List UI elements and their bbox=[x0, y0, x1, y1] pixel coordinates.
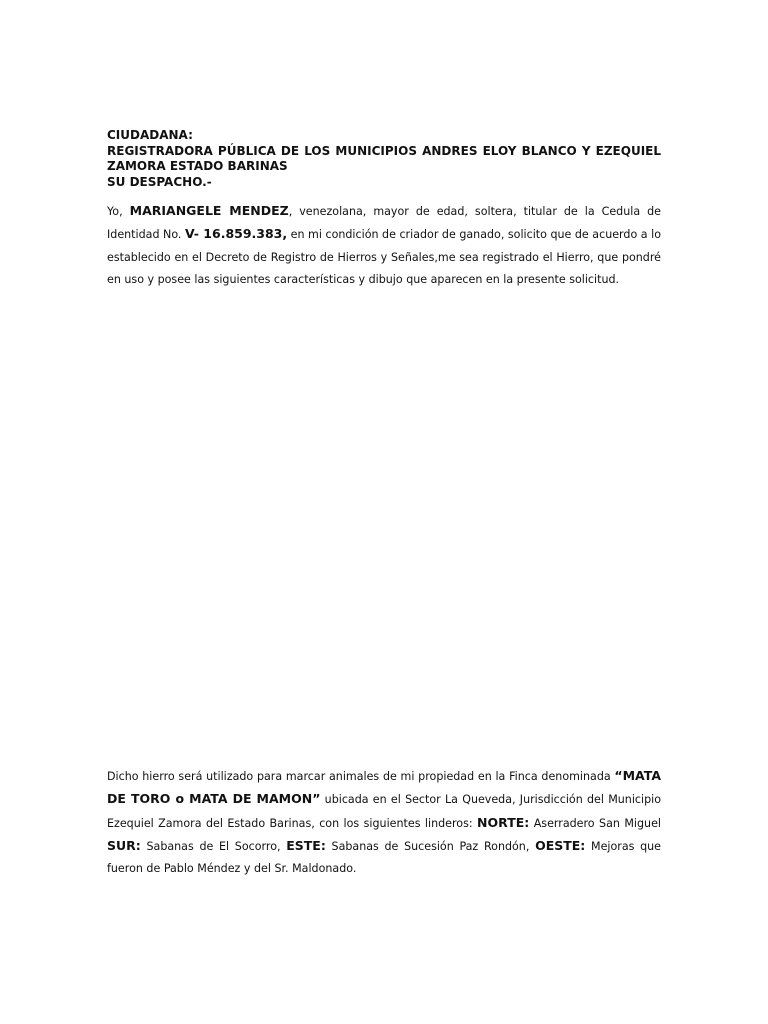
finca-name: “MATA DE TORO o MATA DE MAMON” bbox=[107, 768, 661, 807]
norte-text: Aserradero San Miguel bbox=[529, 816, 661, 830]
header-line-ciudadana: CIUDADANA: bbox=[107, 128, 193, 142]
este-text: Sabanas de Sucesión Paz Rondón, bbox=[325, 839, 536, 853]
sur-label: SUR: bbox=[107, 837, 141, 853]
request-paragraph bbox=[107, 200, 661, 291]
text-run: Yo, bbox=[107, 205, 130, 218]
norte-label: NORTE: bbox=[477, 814, 530, 830]
este-label: ESTE: bbox=[286, 837, 326, 853]
header-line-despacho: SU DESPACHO.- bbox=[107, 174, 212, 189]
id-number: V- 16.859.383, bbox=[184, 226, 288, 242]
applicant-name: MARIANGELE MENDEZ bbox=[129, 203, 289, 218]
text-run: en mi condición de criador de ganado, solicito que de acuerdo a lo establecido en el Decreto de Registro de Hierros y Señales,me sea registrado el Hierro, que pondré en uso y posee las siguientes características y dibujo que aparecen en la presente solicitud. bbox=[107, 228, 661, 286]
oeste-text: Mejoras que fueron de Pablo Méndez y del Sr. Maldonado. bbox=[107, 839, 661, 876]
header-line-registradora: REGISTRADORA PÚBLICA DE LOS MUNICIPIOS ANDRES ELOY BLANCO Y EZEQUIEL ZAMORA ESTADO BARINAS bbox=[107, 143, 661, 173]
text-run: ubicada en el Sector La Queveda, Jurisdicción del Municipio Ezequiel Zamora del Estado Barinas, con los siguientes linderos: bbox=[107, 793, 662, 830]
addressee-header bbox=[107, 128, 661, 190]
property-paragraph bbox=[107, 765, 661, 880]
text-run: Dicho hierro será utilizado para marcar animales de mi propiedad en la Finca denominada bbox=[107, 770, 615, 783]
text-run: , venezolana, mayor de edad, soltera, titular de la Cedula de Identidad No. bbox=[107, 205, 661, 242]
sur-text: Sabanas de El Socorro, bbox=[140, 839, 287, 853]
oeste-label: OESTE: bbox=[535, 837, 586, 853]
